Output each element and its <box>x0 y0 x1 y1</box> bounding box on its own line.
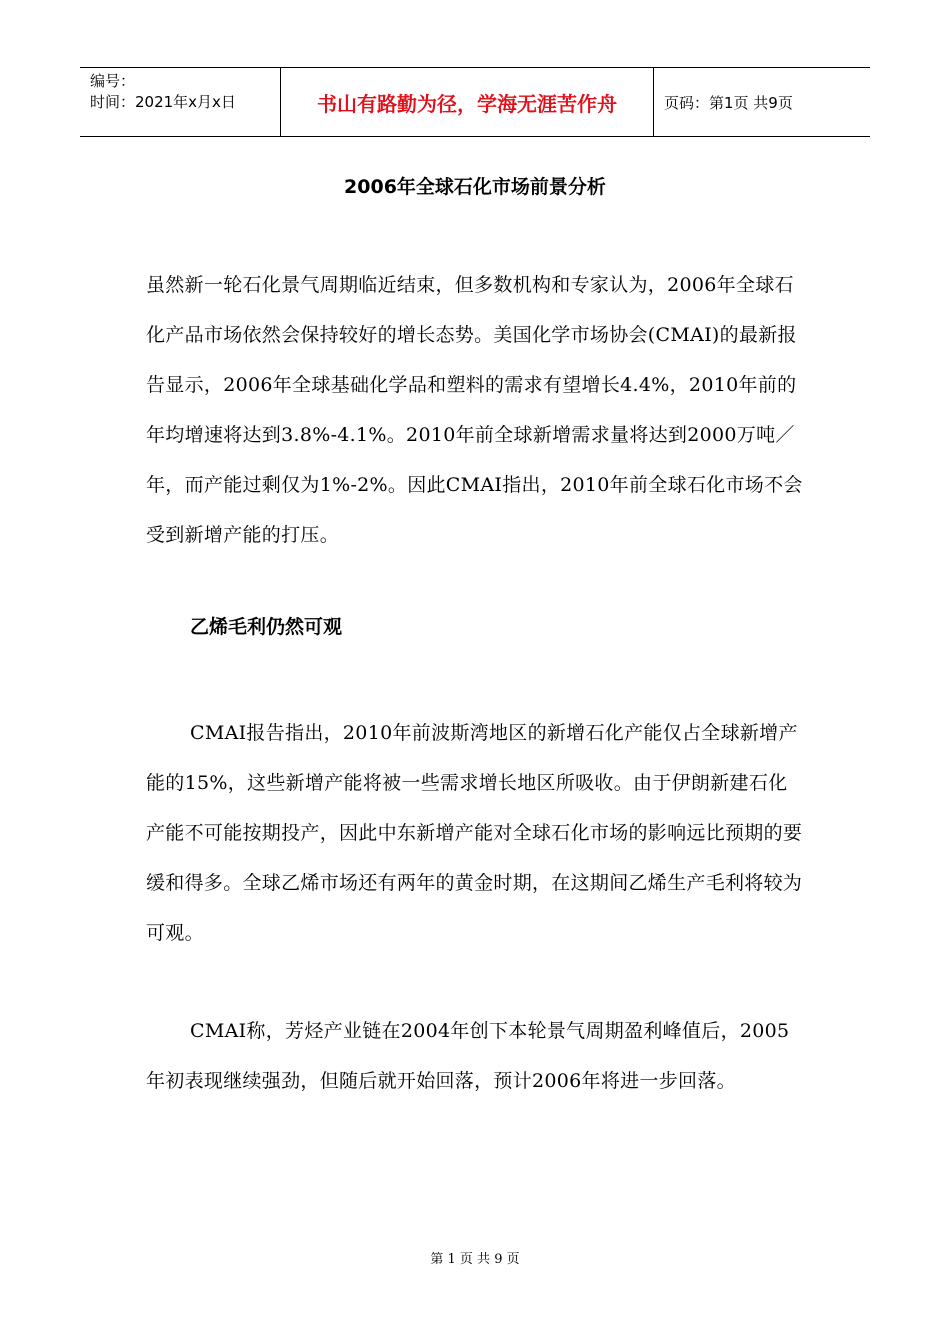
header-motto: 书山有路勤为径，学海无涯苦作舟 <box>280 68 654 136</box>
section-heading: 乙烯毛利仍然可观 <box>190 616 343 638</box>
document-header <box>80 67 870 137</box>
header-meta <box>80 68 280 136</box>
page-footer: 第 1 页 共 9 页 <box>430 1252 520 1267</box>
paragraph-ethylene: CMAI报告指出，2010年前波斯湾地区的新增石化产能仅占全球新增产能的15%，这些新增产能将被一些需求增长地区所吸收。由于伊朗新建石化产能不可能按期投产，因此中东新增产能对全球石化市场的影响远比预期的要缓和得多。全球乙烯市场还有两年的黄金时期，在这期间乙烯生产毛利将较为可观。 <box>146 722 803 944</box>
document-title: 2006年全球石化市场前景分析 <box>344 176 606 198</box>
document-number-label: 编号： <box>90 72 136 90</box>
header-page-info: 页码：第1页 共9页 <box>664 93 793 112</box>
paragraph-aromatics: CMAI称，芳烃产业链在2004年创下本轮景气周期盈利峰值后，2005年初表现继续强劲，但随后就开始回落，预计2006年将进一步回落。 <box>146 1020 790 1092</box>
document-date: 时间：2021年x月x日 <box>90 93 236 111</box>
paragraph-intro: 虽然新一轮石化景气周期临近结束，但多数机构和专家认为，2006年全球石化产品市场依然会保持较好的增长态势。美国化学市场协会(CMAI)的最新报告显示，2006年全球基础化学品和塑料的需求有望增长4.4%，2010年前的年均增速将达到3.8%-4.1%。2010年前全球新增需求量将达到2000万吨／年，而产能过剩仅为1%-2%。因此CMAI指出，2010年前全球石化市场不会受到新增产能的打压。 <box>146 274 803 546</box>
